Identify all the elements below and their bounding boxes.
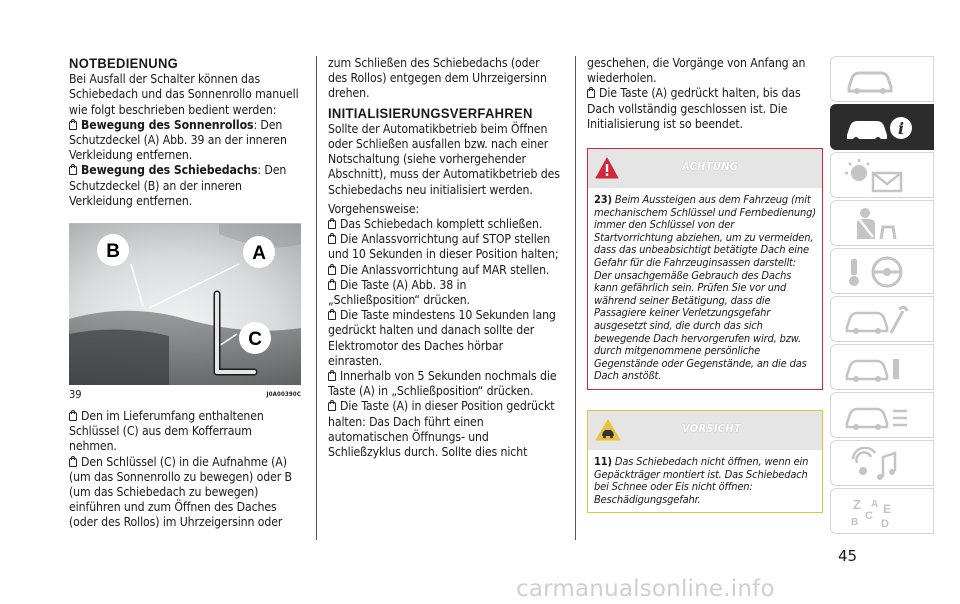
car-service-icon: [843, 351, 917, 385]
index-letter: B: [851, 517, 859, 528]
section-heading-initialisierung: INITIALISIERUNGSVERFAHREN: [328, 105, 533, 121]
caution-car-icon: [595, 419, 621, 441]
index-letter: D: [881, 518, 889, 529]
seat-belt-icon: [843, 207, 917, 241]
tab-technical-data[interactable]: [830, 392, 934, 438]
car-specs-icon: [843, 399, 917, 433]
checkbox-bullet-icon: [328, 235, 336, 244]
list-item: [328, 278, 560, 308]
list-item-text: Die Taste (A) Abb. 38 in „Schließposition“ drücken.: [328, 277, 471, 308]
list-item: [328, 369, 560, 399]
list-item-text: Innerhalb von 5 Sekunden nochmals die Taste (A) in „Schließposition“ drücken.: [328, 369, 557, 399]
figure-code: J0A00390C: [266, 391, 301, 399]
sunroof-emergency-key-illustration: [69, 224, 301, 385]
list-item: [328, 399, 560, 460]
tab-emergency[interactable]: [830, 296, 934, 342]
tab-maintenance[interactable]: [830, 344, 934, 390]
column-divider: [575, 56, 576, 540]
caution-number: 11): [594, 454, 612, 468]
page-number: 45: [838, 547, 858, 565]
caution-body: [588, 450, 822, 512]
alphabet-index-icon: [843, 495, 917, 529]
list-item-text: Den Schlüssel (C) in die Aufnahme (A) (um das Sonnenrollo zu bewegen) oder B (um das Schiebedach zu bewegen) einführen und zum Öffnen des Daches (oder des Rollos) im Uhrzeigersinn oder: [69, 454, 292, 530]
column-1: [69, 56, 301, 531]
bold-term: Bewegung des Sonnenrollos: [81, 117, 254, 132]
list-item: [69, 118, 301, 164]
list-item-text: Die Taste (A) gedrückt halten, bis das Dach vollständig geschlossen ist. Die Initialisierung ist so beendet.: [587, 86, 801, 131]
list-item: [69, 455, 301, 531]
paragraph-intro: Sollte der Automatikbetrieb beim Öffnen oder Schließen ausfallen bzw. nach einer Notschaltung (siehe vorhergehender Abschnitt), muss der Automatikbetrieb des Schiebedachs neu initialisiert werden.: [328, 121, 560, 197]
figure-caption: [69, 389, 301, 401]
tab-warning-lights[interactable]: [830, 152, 934, 198]
list-item-text: Den im Lieferumfang enthaltenen Schlüssel (C) aus dem Kofferraum nehmen.: [69, 409, 264, 454]
svg-text:i: i: [897, 119, 905, 138]
paragraph-intro: Bei Ausfall der Schalter können das Schiebedach und das Sonnenrollo manuell wie folgt beschrieben bedient werden:: [69, 72, 299, 117]
list-item-text: Die Taste mindestens 10 Sekunden lang gedrückt halten und danach sollte der Elektromotor des Daches hörbar einrasten.: [328, 308, 556, 368]
warning-header: [588, 149, 822, 188]
index-letter: A: [871, 499, 879, 510]
list-item: [69, 163, 301, 209]
caution-box: [587, 410, 823, 513]
callout-c: C: [248, 329, 262, 351]
paragraph-continued: geschehen, die Vorgänge von Anfang an wiederholen.: [587, 56, 806, 86]
list-item-text: : Den Schutzdeckel (B) an der inneren Verkleidung entfernen.: [69, 163, 287, 208]
figure-number: 39: [69, 388, 82, 402]
paragraph-continued: zum Schließen des Schiebedachs (oder des Rollos) entgegen dem Uhrzeigersinn drehen.: [328, 56, 547, 101]
list-item: [587, 86, 823, 132]
warning-number: 23): [594, 193, 612, 207]
warning-body: [588, 188, 822, 389]
index-letter: E: [883, 502, 892, 516]
column-divider: [316, 56, 317, 540]
tab-car-overview[interactable]: [830, 56, 934, 102]
checkbox-bullet-icon: [328, 281, 336, 290]
list-item: [69, 409, 301, 455]
section-heading-notbedienung: NOTBEDIENUNG: [69, 55, 179, 72]
warning-triangle-icon: [595, 157, 619, 179]
callout-a: A: [252, 243, 266, 265]
caution-title: VORSICHT: [682, 421, 742, 435]
list-item-text: Das Schiebedach komplett schließen.: [340, 217, 543, 232]
list-item: [328, 263, 560, 278]
checkbox-bullet-icon: [328, 311, 336, 320]
car-info-icon: [843, 111, 917, 145]
checkbox-bullet-icon: [69, 458, 77, 467]
chapter-sidebar: [830, 56, 934, 536]
list-item: [328, 217, 560, 232]
index-letter: C: [865, 510, 873, 522]
watermark: carmanualsonline.info: [516, 576, 775, 602]
list-item-text: : Den Schutzdeckel (A) Abb. 39 an der inneren Verkleidung entfernen.: [69, 117, 287, 163]
tab-starting-driving[interactable]: [830, 248, 934, 294]
checkbox-bullet-icon: [328, 266, 336, 275]
checkbox-bullet-icon: [328, 402, 336, 411]
list-item-text: Die Anlassvorrichtung auf STOP stellen und 10 Sekunden in dieser Position halten;: [328, 232, 559, 262]
warning-lights-icon: [843, 159, 917, 193]
warning-box: [587, 148, 823, 390]
checkbox-bullet-icon: [328, 220, 336, 229]
tab-car-info[interactable]: [830, 104, 934, 150]
tab-multimedia[interactable]: [830, 440, 934, 486]
list-item-text: Die Anlassvorrichtung auf MAR stellen.: [340, 262, 550, 277]
media-nav-icon: [843, 447, 917, 481]
figure-39: [69, 223, 301, 385]
index-letter: Z: [853, 497, 861, 512]
warning-text: Beim Aussteigen aus dem Fahrzeug (mit mechanischem Schlüssel und Fernbedienung) immer den Schlüssel von der Startvorrichtung abziehen, um zu vermeiden, dass das unbeabsichtigt betätigte Dach eine Gefahr für die Fahrzeuginsassen darstellt: Der unsachgemäße Gebrauch des Dachs kann gefährlich sein. Prüfen Sie vor und während seiner Betätigung, dass die Passagiere keiner Verletzungsgefahr ausgesetzt sind, die durch das sich bewegende Dach hervorgerufen wird, bzw. durch mitgenommene persönliche Gegenstände oder Gegenstände, an die das Dach anstößt.: [594, 193, 817, 383]
list-item: [328, 232, 560, 262]
column-3: [587, 56, 823, 513]
bold-term: Bewegung des Schiebedachs: [81, 163, 258, 178]
car-outline-icon: [843, 63, 897, 97]
tab-safety[interactable]: [830, 200, 934, 246]
checkbox-bullet-icon: [328, 372, 336, 381]
tab-index[interactable]: [830, 488, 934, 534]
callout-b: B: [106, 241, 120, 263]
checkbox-bullet-icon: [69, 121, 77, 130]
list-item-text: Die Taste (A) in dieser Position gedrückt halten: Das Dach führt einen automatischen Öffnungs- und Schließzyklus durch. Sollte dies nicht: [328, 399, 555, 460]
caution-text: Das Schiebedach nicht öffnen, wenn ein Gepäckträger montiert ist. Das Schiebedach bei Schnee oder Eis nicht öffnen: Beschädigungsgefahr.: [594, 454, 809, 506]
car-wrench-icon: [843, 303, 917, 337]
caution-header: [588, 411, 822, 450]
checkbox-bullet-icon: [69, 412, 77, 421]
steering-wheel-icon: [843, 255, 917, 289]
warning-title: ACHTUNG: [682, 160, 739, 174]
paragraph-lead: Vorgehensweise:: [328, 201, 420, 216]
list-item: [328, 308, 560, 369]
checkbox-bullet-icon: [587, 89, 595, 98]
checkbox-bullet-icon: [69, 166, 77, 175]
column-2: [328, 56, 560, 460]
